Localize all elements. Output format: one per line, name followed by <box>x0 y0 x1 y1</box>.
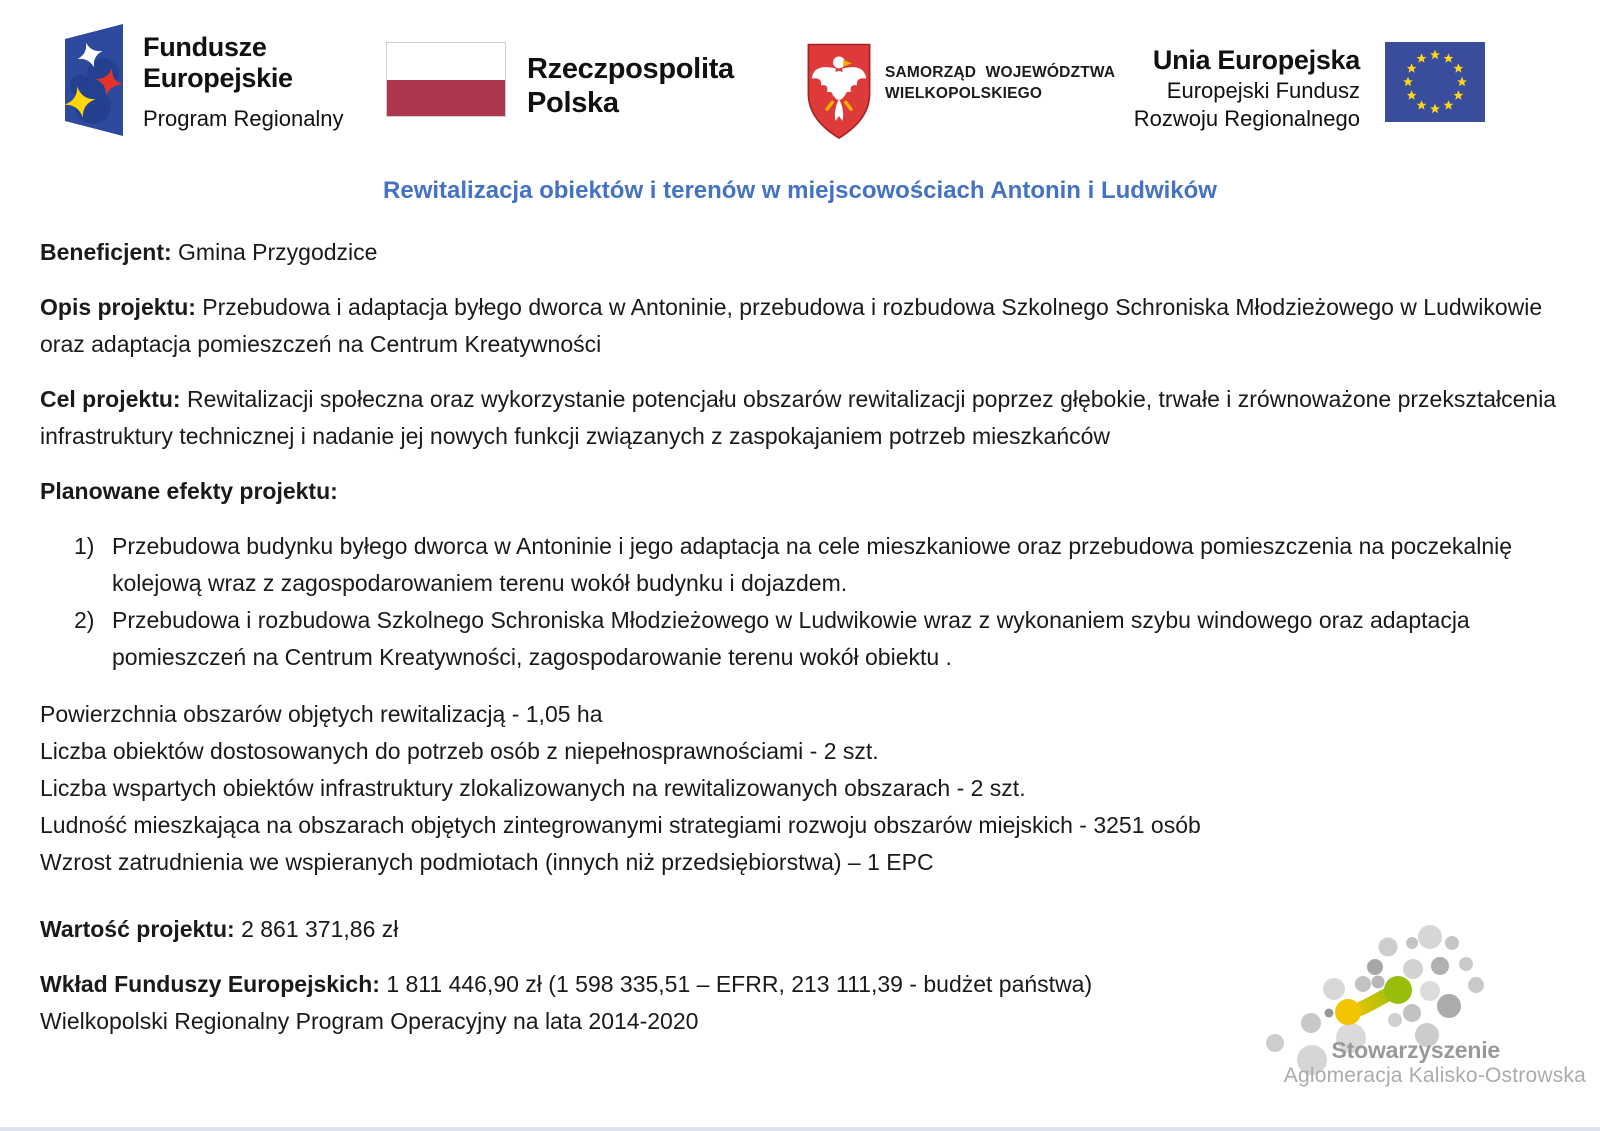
beneficjent-label: Beneficjent: <box>40 239 172 265</box>
wartosc-label: Wartość projektu: <box>40 916 235 942</box>
list-item-number: 1) <box>74 533 95 559</box>
unia-line3: Rozwoju Regionalnego <box>1133 106 1360 131</box>
opis-paragraph <box>40 289 1560 363</box>
cel-paragraph <box>40 381 1560 455</box>
wielkopolska-line1: SAMORZĄD WOJEWÓDZTWA <box>885 64 1116 81</box>
opis-text: Przebudowa i adaptacja byłego dworca w Antoninie, przebudowa i rozbudowa Szkolnego Schroniska Młodzieżowego w Ludwikowie oraz adaptacja pomieszczeń na Centrum Kreatywności <box>40 294 1543 357</box>
fundusze-line2: Europejskie <box>143 63 293 93</box>
bottom-divider <box>0 1127 1600 1131</box>
unia-europejska-label <box>1110 44 1360 133</box>
rzeczpospolita-polska-label <box>527 52 734 120</box>
logo-strip <box>0 0 1600 165</box>
sako-subname: Aglomeracja Kalisko-Ostrowska <box>1283 1064 1586 1087</box>
unia-line2: Europejski Fundusz <box>1166 78 1360 103</box>
poland-line2: Polska <box>527 87 619 119</box>
eu-flag-icon <box>1385 42 1485 122</box>
fundusze-subtitle: Program Regionalny <box>143 106 344 131</box>
page-title: Rewitalizacja obiektów i terenów w miejscowościach Antonin i Ludwików <box>383 177 1217 204</box>
samorzad-wojewodztwa-label <box>885 62 1115 104</box>
beneficjent-paragraph <box>40 234 1560 271</box>
wartosc-value: 2 861 371,86 zł <box>241 916 399 942</box>
program-name: Wielkopolski Regionalny Program Operacyjny na lata 2014-2020 <box>40 1008 699 1034</box>
wklad-label: Wkład Funduszy Europejskich: <box>40 971 380 997</box>
beneficjent-value: Gmina Przygodzice <box>178 239 378 265</box>
indicator-line: Liczba wspartych obiektów infrastruktury zlokalizowanych na rewitalizowanych obszarach - 2 szt. <box>40 775 1026 801</box>
fundusze-europejskie-label <box>143 24 344 136</box>
fundusze-line1: Fundusze <box>143 32 267 62</box>
fundusze-europejskie-flag-icon <box>65 24 123 136</box>
indicator-line: Wzrost zatrudnienia we wspieranych podmiotach (innych niż przedsiębiorstwa) – 1 EPC <box>40 849 934 875</box>
list-item-number: 2) <box>74 607 95 633</box>
poland-line1: Rzeczpospolita <box>527 53 734 85</box>
indicator-line: Powierzchnia obszarów objętych rewitalizacją - 1,05 ha <box>40 701 603 727</box>
opis-label: Opis projektu: <box>40 294 196 320</box>
unia-line1: Unia Europejska <box>1152 45 1360 75</box>
cel-label: Cel projektu: <box>40 386 181 412</box>
wielkopolska-coat-of-arms-icon <box>805 40 873 146</box>
efekty-list <box>40 528 1560 676</box>
fundusze-europejskie-logo <box>65 24 344 136</box>
indicators-block <box>40 696 1560 881</box>
list-item-text: Przebudowa budynku byłego dworca w Antoninie i jego adaptacja na cele mieszkaniowe oraz przebudowa pomieszczenia na poczekalnię kolejową wraz z zagospodarowaniem terenu wokół budynku i dojazdem. <box>112 533 1513 596</box>
efekty-heading: Planowane efekty projektu: <box>40 478 338 504</box>
indicator-line: Ludność mieszkająca na obszarach objętych zintegrowanymi strategiami rozwoju obszarów miejskich - 3251 osób <box>40 812 1201 838</box>
wielkopolska-line2: WIELKOPOLSKIEGO <box>885 85 1043 102</box>
aglomeracja-kalisko-ostrowska-logo <box>1255 893 1590 1103</box>
cel-text: Rewitalizacji społeczna oraz wykorzystanie potencjału obszarów rewitalizacji poprzez głębokie, trwałe i zrównoważone przekształcenia infrastruktury technicznej i nadanie jej nowych funkcji związanych z zaspokajaniem potrzeb mieszkańców <box>40 386 1557 449</box>
sako-name: Stowarzyszenie <box>1331 1037 1500 1063</box>
indicator-line: Liczba obiektów dostosowanych do potrzeb osób z niepełnosprawnościami - 2 szt. <box>40 738 879 764</box>
wklad-value: 1 811 446,90 zł (1 598 335,51 – EFRR, 213 111,39 - budżet państwa) <box>386 971 1093 997</box>
list-item <box>74 602 1560 676</box>
list-item-text: Przebudowa i rozbudowa Szkolnego Schroniska Młodzieżowego w Ludwikowie wraz z wykonaniem szybu windowego oraz adaptacja pomieszczeń na Centrum Kreatywności, zagospodarowanie terenu wokół obiektu . <box>112 607 1470 670</box>
list-item <box>74 528 1560 602</box>
poland-flag-icon <box>386 42 506 117</box>
